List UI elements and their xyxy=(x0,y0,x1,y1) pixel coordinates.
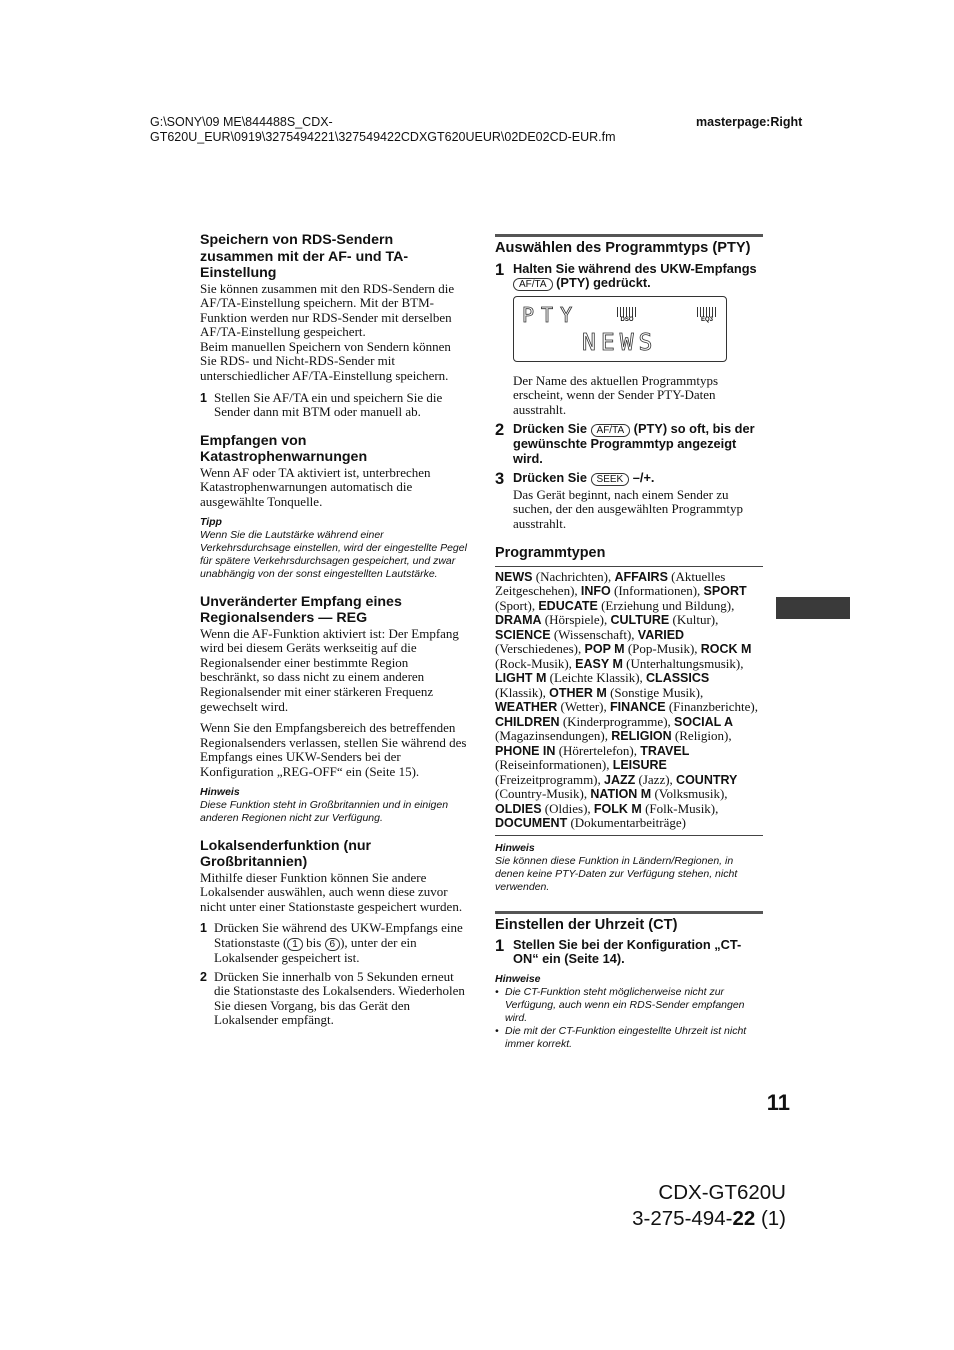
paragraph: Sie können zusammen mit den RDS-Sendern die AF/TA-Einstellung speichern. Mit der BTM-Funktion werden nur RDS-Sender mit derselben AF/TA-Einstellung gespeichert. xyxy=(200,280,455,340)
programmtyp-code: ROCK M xyxy=(700,642,752,657)
programmtyp-code: CULTURE xyxy=(610,613,670,628)
programmtyp-description: (Reiseinformationen) xyxy=(495,757,607,773)
programmtyp-code: NATION M xyxy=(590,787,652,802)
step-item xyxy=(495,938,763,966)
section-title-ct: Einstellen der Uhrzeit (CT) xyxy=(495,911,763,935)
list-number: 1 xyxy=(200,921,207,936)
programmtyp-code: LIGHT M xyxy=(495,671,547,686)
programmtyp-code: EASY M xyxy=(575,656,623,671)
programmtyp-description: (Nachrichten) xyxy=(535,568,608,584)
list-number: 1 xyxy=(200,390,207,405)
model-code: 3-275-494-22 (1) xyxy=(632,1207,786,1230)
paragraph: Mithilfe dieser Funktion können Sie andere Lokalsender auswählen, auch wenn diese zuvor nicht unter einer Stationstaste gespeichert wurden. xyxy=(200,869,463,914)
af-ta-key: AF/TA xyxy=(513,278,553,291)
programmtyp-description: (Hörertelefon) xyxy=(558,742,634,758)
programmtyp-description: (Leichte Klassik) xyxy=(549,670,640,686)
model-name: CDX-GT620U xyxy=(658,1181,786,1204)
masterpage-label: masterpage:Right xyxy=(696,115,803,129)
list-text: Drücken Sie innerhalb von 5 Sekunden erneut die Stationstaste des Lokalsenders. Wiederholen Sie diesen Vorgang, bis das Gerät den Lokalsender empfängt. xyxy=(214,968,465,1028)
programmtyp-code: EDUCATE xyxy=(538,598,598,613)
section-title-pty: Auswählen des Programmtyps (PTY) xyxy=(495,234,763,258)
programmtyp-description: (Magazinsendungen) xyxy=(495,728,605,744)
programmtyp-code: FINANCE xyxy=(610,700,666,715)
programmtyp-description: (Oldies) xyxy=(544,800,588,816)
programmtyp-code: OLDIES xyxy=(495,801,542,816)
programmtyp-description: (Hörspiele) xyxy=(544,612,604,628)
programmtyp-description: (Jazz) xyxy=(638,771,670,787)
step-item xyxy=(495,471,763,488)
station-key-1: 1 xyxy=(287,938,303,951)
model-info xyxy=(560,1180,786,1232)
lcd-pty-text: PTY xyxy=(522,302,580,327)
programmtyp-description: (Verschiedenes) xyxy=(495,641,579,657)
hinweis-label: Hinweis xyxy=(200,785,240,798)
lcd-dso-indicator: DSO xyxy=(617,307,637,324)
programmtyp-description: (Sonstige Musik) xyxy=(610,684,700,700)
list-item xyxy=(200,921,468,965)
programmtyp-code: VARIED xyxy=(637,627,685,642)
programmtyp-description: (Dokumentarbeiträge) xyxy=(570,815,686,831)
programmtyp-code: DRAMA xyxy=(495,613,542,628)
step-item xyxy=(495,422,763,465)
section-title-lokalsender: Lokalsenderfunktion (nur Großbritannien) xyxy=(200,837,372,871)
programmtyp-code: COUNTRY xyxy=(676,772,738,787)
programmtyp-code: INFO xyxy=(580,584,611,599)
paragraph: Wenn die AF-Funktion aktiviert ist: Der Empfang wird bei diesem Geräts werkseitig auf die Regionalsender einer bestimmte Region beschränkt, so dass nicht zu einem anderen Regionalsender mit einer stärkeren Frequenz gewechselt wird. xyxy=(200,625,459,714)
hinweis-bullet: • Die mit der CT-Funktion eingestellte Uhrzeit ist nicht immer korrekt. xyxy=(495,1024,747,1050)
programmtyp-description: (Klassik) xyxy=(495,684,543,700)
programmtyp-description: (Aktuelles Zeitgeschehen) xyxy=(495,568,726,599)
lcd-display-illustration xyxy=(513,296,727,362)
programmtyp-description: (Kultur) xyxy=(672,612,716,628)
programmtyp-description: (Finanzberichte) xyxy=(668,699,755,715)
programmtyp-code: AFFAIRS xyxy=(614,569,668,584)
page-number: 11 xyxy=(766,1090,790,1115)
step-description: Das Gerät beginnt, nach einem Sender zu suchen, der den ausgewählten Programmtyp ausstrahlt. xyxy=(513,486,743,532)
paragraph: Beim manuellen Speichern von Sendern können Sie RDS- und Nicht-RDS-Sender mit unterschiedlicher AF/TA-Einstellung speichern. xyxy=(200,338,451,384)
file-path-line1: G:\SONY\09 ME\844488S_CDX- xyxy=(150,115,333,129)
programmtyp-code: DOCUMENT xyxy=(495,816,568,831)
af-ta-key: AF/TA xyxy=(591,424,631,437)
tipp-label: Tipp xyxy=(200,515,222,528)
hinweis-text: Diese Funktion steht in Großbritannien und in einigen anderen Regionen nicht zur Verfügung. xyxy=(200,798,449,824)
programmtyp-code: TRAVEL xyxy=(640,743,690,758)
programmtyp-description: (Kinderprogramme) xyxy=(562,713,668,729)
programmtyp-code: CHILDREN xyxy=(495,714,560,729)
hinweise-label: Hinweise xyxy=(495,972,541,985)
section-title-rds-af-ta: Speichern von RDS-Sendern zusammen mit der AF- und TA-Einstellung xyxy=(200,232,409,281)
list-text: Drücken Sie während des UKW-Empfangs eine Stationstaste ( 1 bis 6 ), unter der ein Lokalsender gespeichert ist. xyxy=(214,920,463,965)
programmtyp-description: (Informationen) xyxy=(614,583,698,599)
list-item xyxy=(200,970,468,1028)
programmtyp-code: JAZZ xyxy=(604,772,636,787)
programmtyp-code: FOLK M xyxy=(593,801,642,816)
step-text: Drücken Sie SEEK –/+. xyxy=(513,469,655,485)
tipp-text: Wenn Sie die Lautstärke während einer Verkehrsdurchsage einstellen, wird der eingestellte Pegel für spätere Verkehrsdurchsagen gespeichert, und zwar unabhängig von der sonst eingestellten Lautstärke. xyxy=(200,528,467,580)
chapter-tab-marker xyxy=(776,597,850,619)
station-key-6: 6 xyxy=(325,938,341,951)
programmtyp-code: SPORT xyxy=(703,584,747,599)
step-text: Drücken Sie AF/TA (PTY) so oft, bis der gewünschte Programmtyp angezeigt wird. xyxy=(513,421,755,466)
programmtyp-description: (Wetter) xyxy=(560,699,604,715)
step-text: Halten Sie während des UKW-Empfangs AF/TA (PTY) gedrückt. xyxy=(513,260,757,290)
programmtyp-description: (Country-Musik) xyxy=(495,786,584,802)
section-title-programmtypen: Programmtypen xyxy=(495,545,763,567)
step-number: 2 xyxy=(495,421,505,440)
programmtyp-code: RELIGION xyxy=(611,729,672,744)
programmtyp-description: (Erziehung und Bildung) xyxy=(601,597,732,613)
lcd-eq3-indicator: EQ3 xyxy=(697,307,717,324)
programmtyp-description: (Sport) xyxy=(495,597,532,613)
seek-key: SEEK xyxy=(591,473,630,486)
lcd-news-text: NEWS xyxy=(582,329,658,356)
programmtyp-code: OTHER M xyxy=(549,685,607,700)
step-item xyxy=(495,262,763,291)
list-text: Stellen Sie AF/TA ein und speichern Sie die Sender dann mit BTM oder manuell ab. xyxy=(214,389,443,420)
programmtyp-code: SCIENCE xyxy=(495,627,551,642)
programmtyp-description: (Wissenschaft) xyxy=(553,626,632,642)
hinweis-text: Sie können diese Funktion in Ländern/Regionen, in denen keine PTY-Daten zur Verfügung stehen, nicht verwenden. xyxy=(495,854,738,893)
programmtyp-code: SOCIAL A xyxy=(674,714,734,729)
list-item xyxy=(200,391,468,420)
programmtyp-description: (Volksmusik) xyxy=(654,786,725,802)
hinweis-label: Hinweis xyxy=(495,841,535,854)
programmtyp-description: (Pop-Musik) xyxy=(627,641,695,657)
programmtyp-description: (Unterhaltungsmusik) xyxy=(626,655,741,671)
programmtyp-description: (Rock-Musik) xyxy=(495,655,569,671)
step-text: Stellen Sie bei der Konfiguration „CT-ON“ ein (Seite 14). xyxy=(513,937,742,967)
step-number: 1 xyxy=(495,937,505,956)
file-path xyxy=(150,115,616,145)
programmtyp-code: POP M xyxy=(584,642,625,657)
file-path-line2: GT620U_EUR\0919\3275494221\327549422CDXGT620UEUR\02DE02CD-EUR.fm xyxy=(150,130,616,144)
paragraph: Wenn AF oder TA aktiviert ist, unterbrechen Katastrophenwarnungen automatisch die ausgewählte Tonquelle. xyxy=(200,464,431,510)
programmtyp-code: PHONE IN xyxy=(495,743,556,758)
programmtyp-code: WEATHER xyxy=(495,700,558,715)
programmtyp-description: (Religion) xyxy=(674,728,729,744)
programmtyp-code: LEISURE xyxy=(612,758,667,773)
section-title-reg: Unveränderter Empfang eines Regionalsenders — REG xyxy=(200,593,402,627)
hinweis-bullet: • Die CT-Funktion steht möglicherweise nicht zur Verfügung, auch wenn ein RDS-Sender empfangen wird. xyxy=(495,985,745,1024)
step-description: Der Name des aktuellen Programmtyps erscheint, wenn der Sender PTY-Daten ausstrahlt. xyxy=(513,372,719,417)
programmtyp-code: NEWS xyxy=(495,569,533,584)
programmtyp-description: (Folk-Musik) xyxy=(645,800,716,816)
programmtyp-description: (Freizeitprogramm) xyxy=(495,771,598,787)
section-title-katastrophenwarnungen: Empfangen von Katastrophenwarnungen xyxy=(200,432,368,466)
list-number: 2 xyxy=(200,969,207,984)
programmtypen-list: NEWS (Nachrichten), AFFAIRS (Aktuelles Zeitgeschehen), INFO (Informationen), SPORT (Sport), EDUCATE (Erziehung und Bildung), DRAMA (Hörspiele), CULTURE (Kultur), SCIENCE (Wissenschaft), VARIED (Verschiedenes), POP M (Pop-Musik), ROCK M (Rock-Musik), EASY M (Unterhaltungsmusik), LIGHT M (Leichte Klassik), CLASSICS (Klassik), OTHER M (Sonstige Musik), WEATHER (Wetter), FINANCE (Finanzberichte), CHILDREN (Kinderprogramme), SOCIAL A (Magazinsendungen), RELIGION (Religion), PHONE IN (Hörertelefon), TRAVEL (Reiseinformationen), LEISURE (Freizeitprogramm), JAZZ (Jazz), COUNTRY (Country-Musik), NATION M (Volksmusik), OLDIES (Oldies), FOLK M (Folk-Musik), DOCUMENT (Dokumentarbeiträge) xyxy=(495,568,758,831)
left-column xyxy=(200,232,468,1028)
paragraph: Wenn Sie den Empfangsbereich des betreffenden Regionalsenders verlassen, stellen Sie während des Empfangs eines UKW-Senders bei der Konfiguration „REG-OFF“ ein (Seite 15). xyxy=(200,720,467,779)
right-column xyxy=(495,234,763,1051)
programmtyp-code: CLASSICS xyxy=(646,671,710,686)
step-number: 3 xyxy=(495,469,505,488)
step-number: 1 xyxy=(495,260,505,279)
